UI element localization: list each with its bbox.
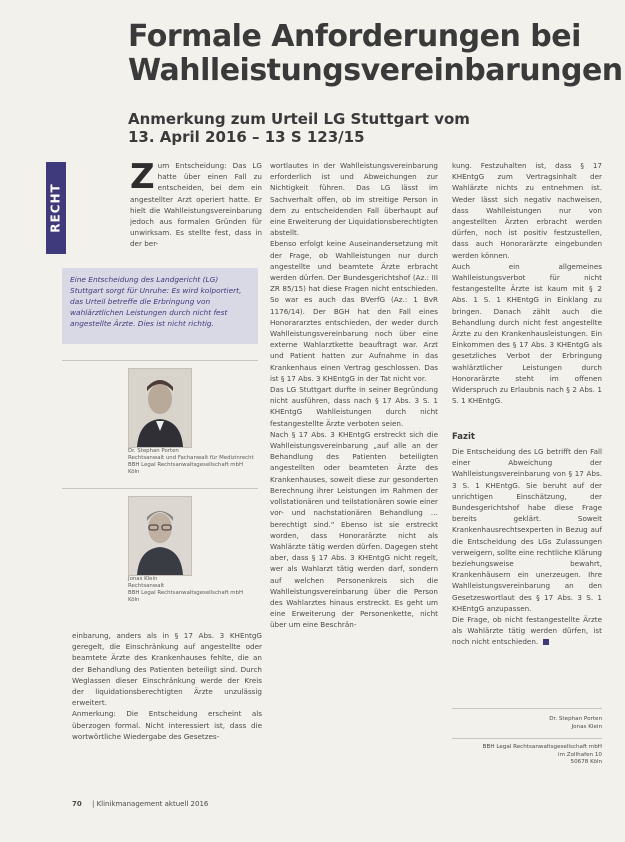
drop-cap: Z (130, 157, 155, 197)
paragraph: Ebenso erfolgt keine Auseinandersetzung mit der Frage, ob Wahlleistungen nur durch angestellte und beamtete Ärzte erbracht werden dürfen. Der Bundesgerichtshof (Az.: III ZR 85/15) hat diese Fragen nicht entschieden. So war es auch das BVerfG (Az.: 1 BvR 1176/14). Der BGH hat den Fall eines Honorararztes entschieden, der weder durch Wahlleistungsvereinbarung noch über eine externe Wahlarztkette beauftragt war. Arzt und Patient hatten zur Aufnahme in das Krankenhaus einen Vertrag geschlossen. Das ist § 17 Abs. 3 KHEntgG in der Tat nicht vor. (270, 239, 438, 383)
column-1-continued (72, 630, 262, 742)
fazit-section (452, 446, 602, 648)
fazit-closing: Die Frage, ob nicht festangestellte Ärzte als Wahlärzte tätig werden dürfen, ist noch nicht entschieden. (452, 615, 602, 647)
author-firm: BBH Legal Rechtsanwaltsgesellschaft mbH im Zollhafen 10 50678 Köln (482, 744, 602, 766)
paragraph: einbarung, anders als in § 17 Abs. 3 KHEntgG geregelt, die Einschränkung auf angestellte oder beamtete Ärzte des Krankenhauses fehlte, die an der Behandlung des Patienten beteiligt sind. Durch Weglassen dieser Einschränkung werde der Kreis der liquidationsberechtigten Ärzte unzulässig erweitert. (72, 631, 262, 708)
page-footer (72, 800, 208, 808)
journal-name: Klinikmanagement aktuell 2016 (96, 800, 209, 808)
section-tab (46, 162, 66, 254)
paragraph: Das LG Stuttgart durfte in seiner Begründung nicht ausführen, dass nach § 17 Abs. 3 S. 1 KHEntgG Wahlleistungen durch nicht festangestellte Ärzte verboten seien. (270, 385, 438, 428)
column-2 (270, 160, 438, 631)
photo-caption-2: Jonas Klein Rechtsanwalt BBH Legal Rechtsanwaltsgesellschaft mbH Köln (128, 576, 244, 603)
article-title (128, 19, 623, 88)
divider (62, 488, 258, 489)
divider (452, 738, 602, 739)
intro-paragraph: um Entscheidung: Das LG hatte über einen Fall zu entscheiden, bei dem ein angestellter Arzt operiert hatte. Er hielt die Wahlleistungsvereinbarung jedoch aus formalen Gründen für unwirksam. Es stellte fest, dass in der ber- (130, 161, 262, 249)
portrait-icon (129, 497, 191, 575)
subtitle-line-1: Anmerkung zum Urteil LG Stuttgart vom (128, 110, 470, 128)
paragraph: Nach § 17 Abs. 3 KHEntgG erstreckt sich die Wahlleistungsvereinbarung „auf alle an der Behandlung des Patienten beteiligten angestellten oder beamteten Ärzte des Krankenhauses, soweit diese zur gesonderten Berechnung ihrer Leistungen im Rahmen der vollstationären und teilstationären sowie einer vor- und nachstationären Behandlung … berechtigt sind.“ Ebenso ist sie erstreckt worden, dass Honorarärzte nicht als Wahlärzte tätig werden dürfen. Dagegen steht aber, dass § 17 Abs. 3 KHEntgG nicht regelt, wer als Wahlarzt tätig werden darf, sondern auf welchen Personenkreis sich die Wahlleistungsvereinbarung über die Person des Wahlarztes hinaus erstreckt. Es geht um eine Erweiterung der Personenkette, nicht über um eine Beschrän- (270, 429, 438, 630)
fazit-paragraph: Die Entscheidung des LG betrifft den Fall einer Abweichung der Wahlleistungsvereinbarung von § 17 Abs. 3 S. 1 KHEntgG. Sie beruht auf der unrichtigen Einschätzung, der Bundesgerichtshof habe diese Frage bereits geklärt. Soweit Krankenhausrechtsexperten in Bezug auf die Entscheidung des LGs Zulassungen verweigern, sollte eine rechtliche Klärung beziehungsweise bewahrt, Krankenhäusern ein unerzeugen. Ihre Wahlleistungsvereinbarung an den Gesetzeswortlaut des § 17 Abs. 3 S. 1 KHEntgG anzupassen. (452, 447, 602, 613)
portrait-icon (129, 369, 191, 447)
paragraph: Anmerkung: Die Entscheidung erscheint als überzogen formal. Nicht interessiert ist, dass die wortwörtliche Wiedergabe des Gesetzes- (72, 709, 262, 741)
author-names: Dr. Stephan Porten Jonas Klein (549, 716, 602, 730)
column-1-intro (130, 157, 262, 250)
footer-separator: | (91, 800, 95, 808)
title-line-2: Wahlleistungsvereinbarungen (128, 53, 623, 88)
paragraph: wortlautes in der Wahlleistungsvereinbarung erforderlich ist und Abweichungen zur Nichtigkeit führen. Das LG lässt im Sachverhalt offen, ob im streitige Person in dem zu entscheidenden Fall überhaupt auf eine Erweiterung der Liquidationsberechtigten abstellt. (270, 161, 438, 238)
end-mark-icon (543, 639, 549, 645)
paragraph: Auch ein allgemeines Wahlleistungsverbot für nicht festangestellte Ärzte ist kaum mit § 2 Abs. 1 S. 1 KHEntgG in Einklang zu bringen. Danach zählt auch die Behandlung durch nicht fest angestellte Ärzte zu den Krankenhausleistungen. Ein Einkommen des § 17 Abs. 3 KHEntgG als gesetzliches Verbot der Erbringung wahlärztlicher Leistungen durch Honorarärzte steht im offenen Widerspruch zu Erlaubnis nach § 2 Abs. 1 S. 1 KHEntgG. (452, 261, 602, 406)
subtitle-line-2: 13. April 2016 – 13 S 123/15 (128, 128, 365, 146)
author-photo-klein (128, 496, 192, 576)
page-number: 70 (72, 800, 82, 808)
author-photo-porten (128, 368, 192, 448)
photo-caption-1: Dr. Stephan Porten Rechtsanwalt und Fachanwalt für Medizinrecht BBH Legal Rechtsanwaltsgesellschaft mbH Köln (128, 448, 254, 475)
paragraph: kung. Festzuhalten ist, dass § 17 KHEntgG zum Vertragsinhalt der Wahlärzte nichts zu entnehmen ist. Weder lässt sich negativ nachweisen, dass Wahlleistungen nur von angestellten Ärzten erbracht werden dürfen, noch ist positiv festzustellen, dass auch Honorarärzte eingebunden werden können. (452, 161, 602, 260)
divider (62, 360, 258, 361)
fazit-heading: Fazit (452, 432, 475, 442)
section-label: RECHT (49, 183, 64, 233)
title-line-1: Formale Anforderungen bei (128, 19, 581, 54)
column-3 (452, 160, 602, 406)
pull-quote: Eine Entscheidung des Landgericht (LG) Stuttgart sorgt für Unruhe: Es wird kolportiert, das Urteil betreffe die Erbringung von wahlärztlichen Leistungen durch nicht fest angestellte Ärzte. Dies ist nicht richtig. (62, 268, 258, 344)
divider (452, 708, 602, 709)
article-subtitle (128, 110, 568, 146)
